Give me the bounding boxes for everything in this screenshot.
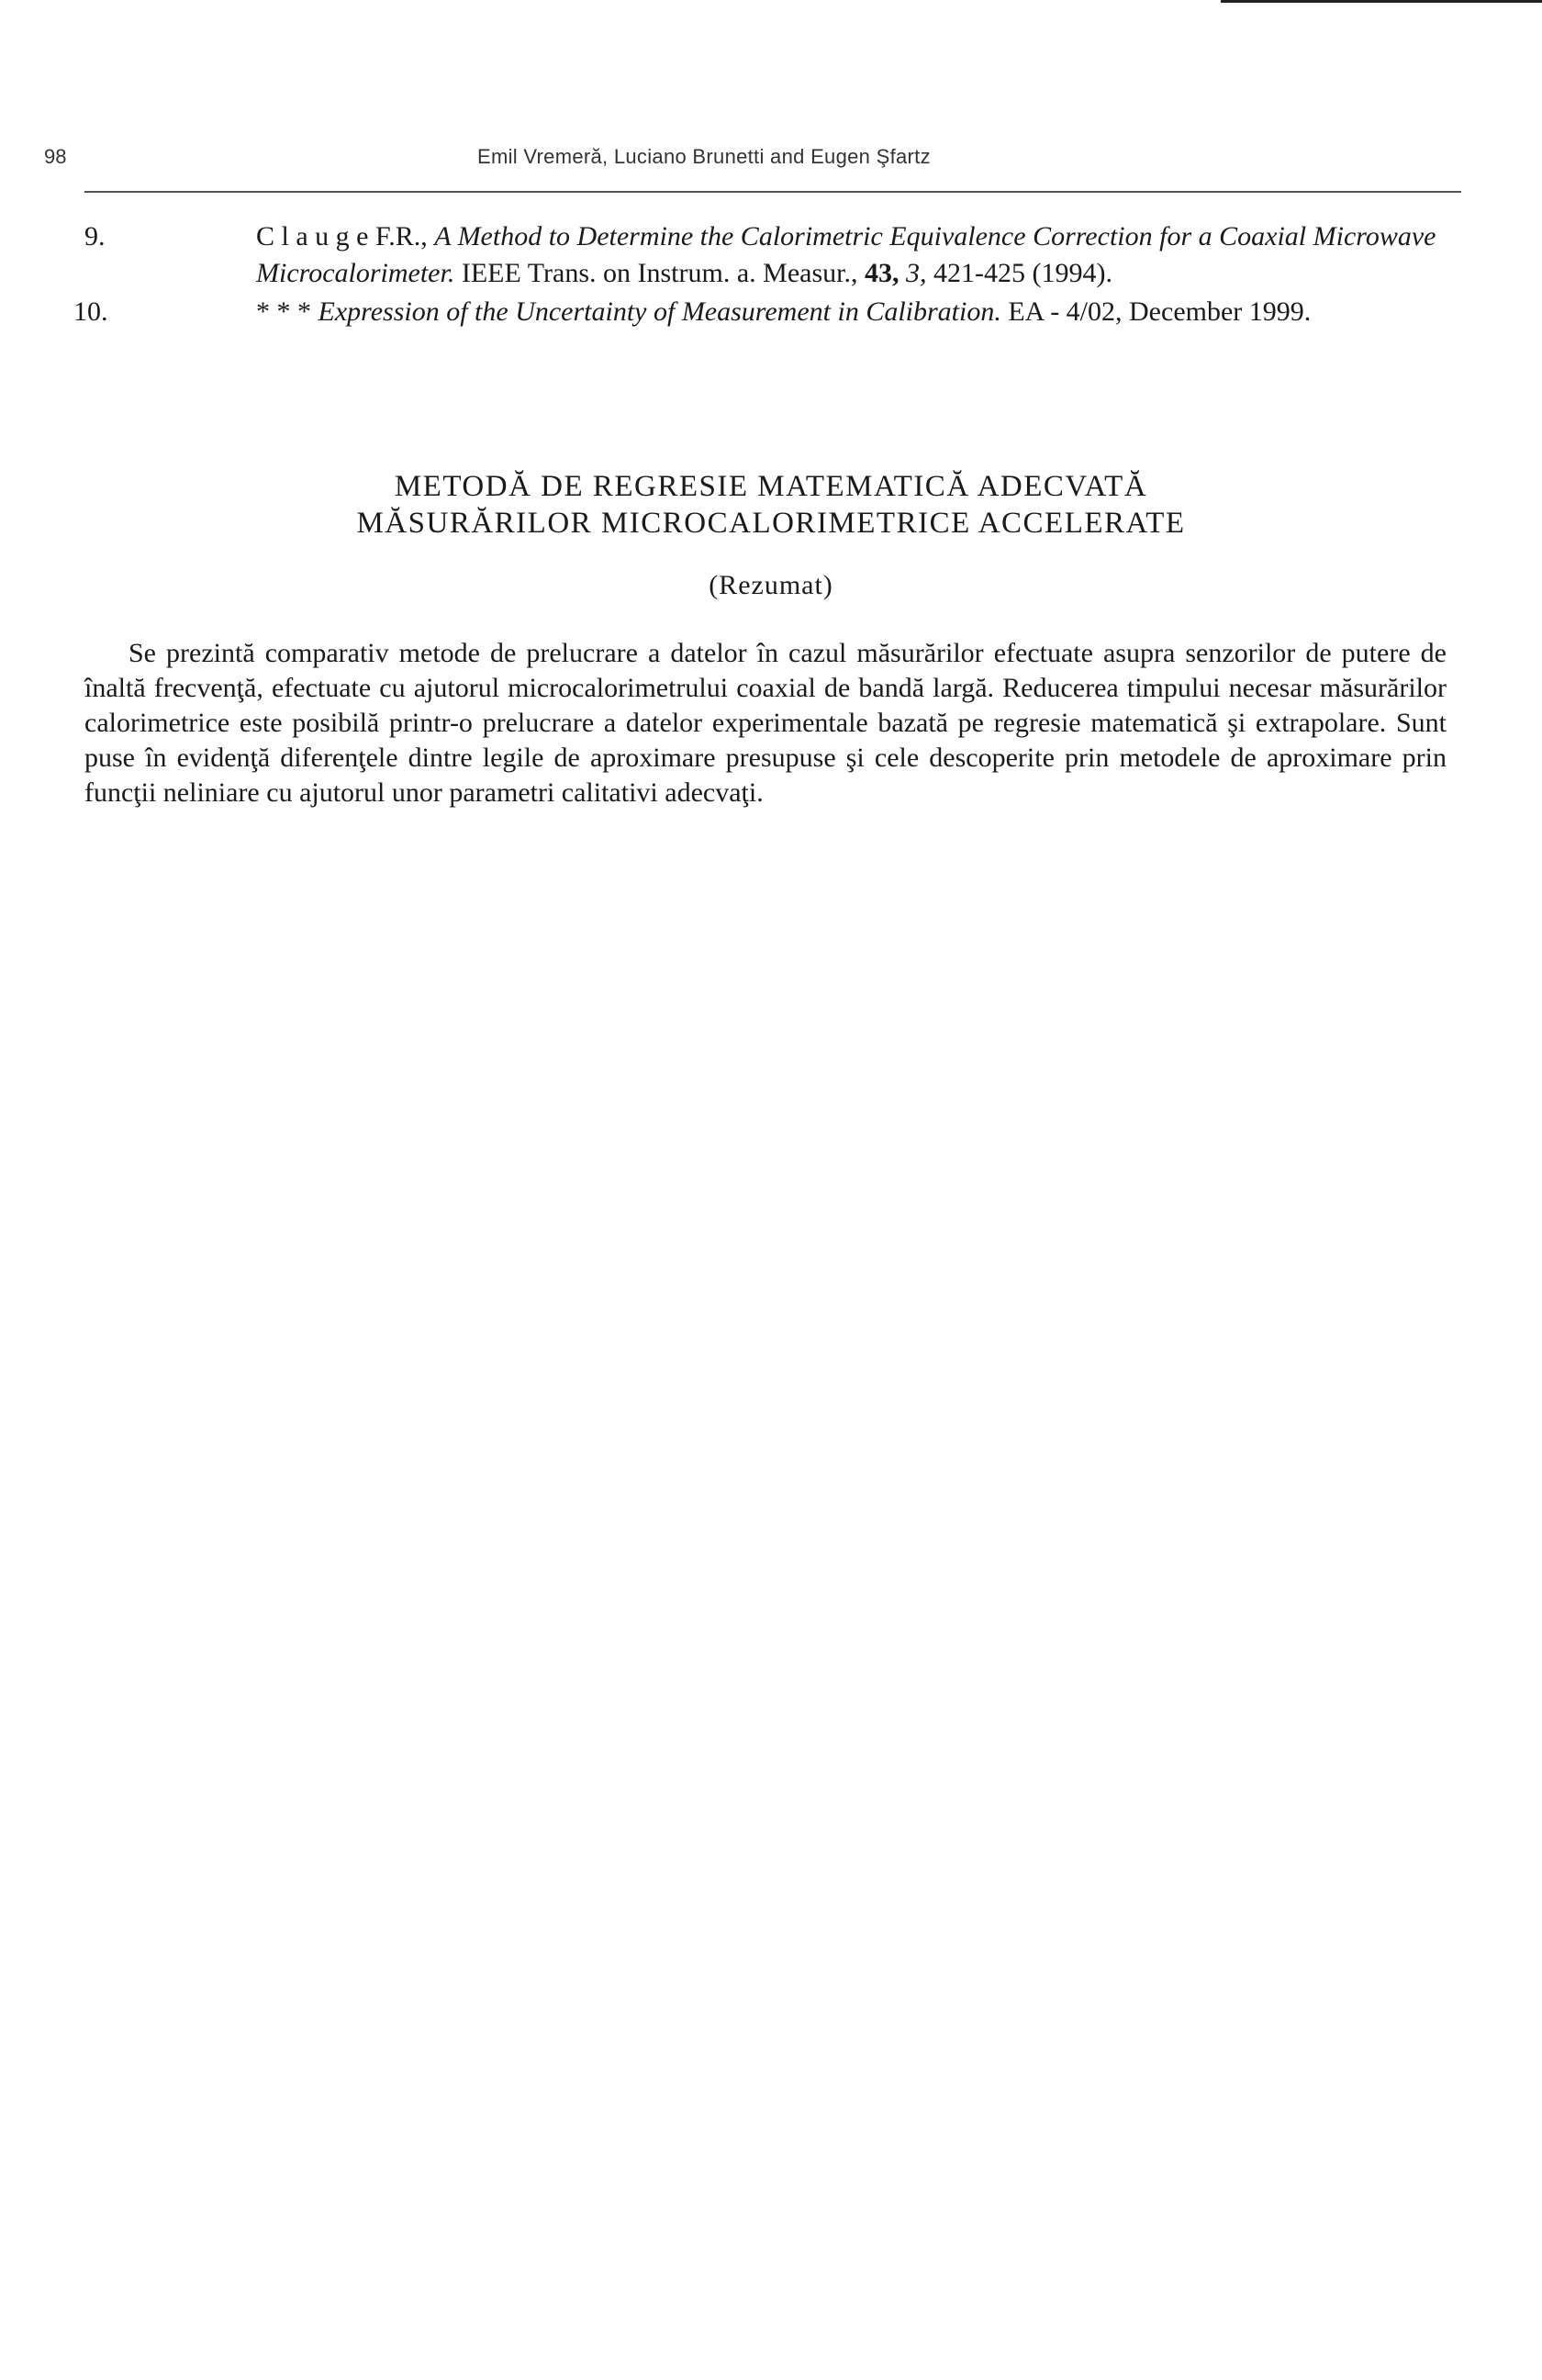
reference-volume: 43,: [864, 258, 900, 288]
summary-label: (Rezumat): [709, 570, 833, 600]
page-header: [0, 145, 1542, 178]
reference-list: [73, 218, 1461, 332]
summary-paragraph: Se prezintă comparativ metode de prelucrare a datelor în cazul măsurărilor efectuate asupra senzorilor de putere de înaltă frecvenţă, efectuate cu ajutorul microcalorimetrului coaxial de bandă largă. Reducerea timpului necesar măsurărilor calorimetrice este posibilă printr-o prelucrare a datelor experimentale bazată pe regresie matematică şi extrapolare. Sunt puse în evidenţă diferenţele dintre legile de aproximare presupuse şi cele descoperite prin metodele de aproximare prin funcţii neliniare cu ajutorul unor parametri calitativi adecvaţi.: [84, 638, 1447, 808]
reference-item: [84, 218, 1461, 292]
reference-number: 10.: [73, 296, 108, 327]
summary-title: [0, 468, 1542, 542]
reference-item: [73, 294, 1461, 330]
reference-author: C l a u g e F.R.,: [256, 221, 428, 251]
reference-title: A Method to Determine the Calorimetric Equivalence Correction for a Coaxial Microwave Microcalorimeter.: [256, 221, 1436, 288]
summary-title-line: METODĂ DE REGRESIE MATEMATICĂ ADECVATĂ: [394, 470, 1148, 503]
page-number: 98: [44, 145, 67, 168]
summary-title-line: MĂSURĂRILOR MICROCALORIMETRICE ACCELERATE: [356, 507, 1186, 540]
summary-body: [84, 636, 1447, 810]
reference-title: Expression of the Uncertainty of Measurement in Calibration.: [318, 296, 1001, 327]
header-rule: [84, 191, 1461, 193]
reference-number: 9.: [84, 221, 106, 251]
reference-source: IEEE Trans. on Instrum. a. Measur.,: [461, 258, 858, 288]
reference-source: EA - 4/02, December 1999.: [1008, 296, 1312, 327]
running-head: Emil Vremeră, Luciano Brunetti and Eugen Şfartz: [477, 145, 931, 168]
reference-author: * * *: [256, 296, 311, 327]
reference-issue: 3,: [905, 258, 927, 288]
reference-pages: 421-425 (1994).: [933, 258, 1112, 288]
top-edge-rule: [1221, 0, 1542, 3]
